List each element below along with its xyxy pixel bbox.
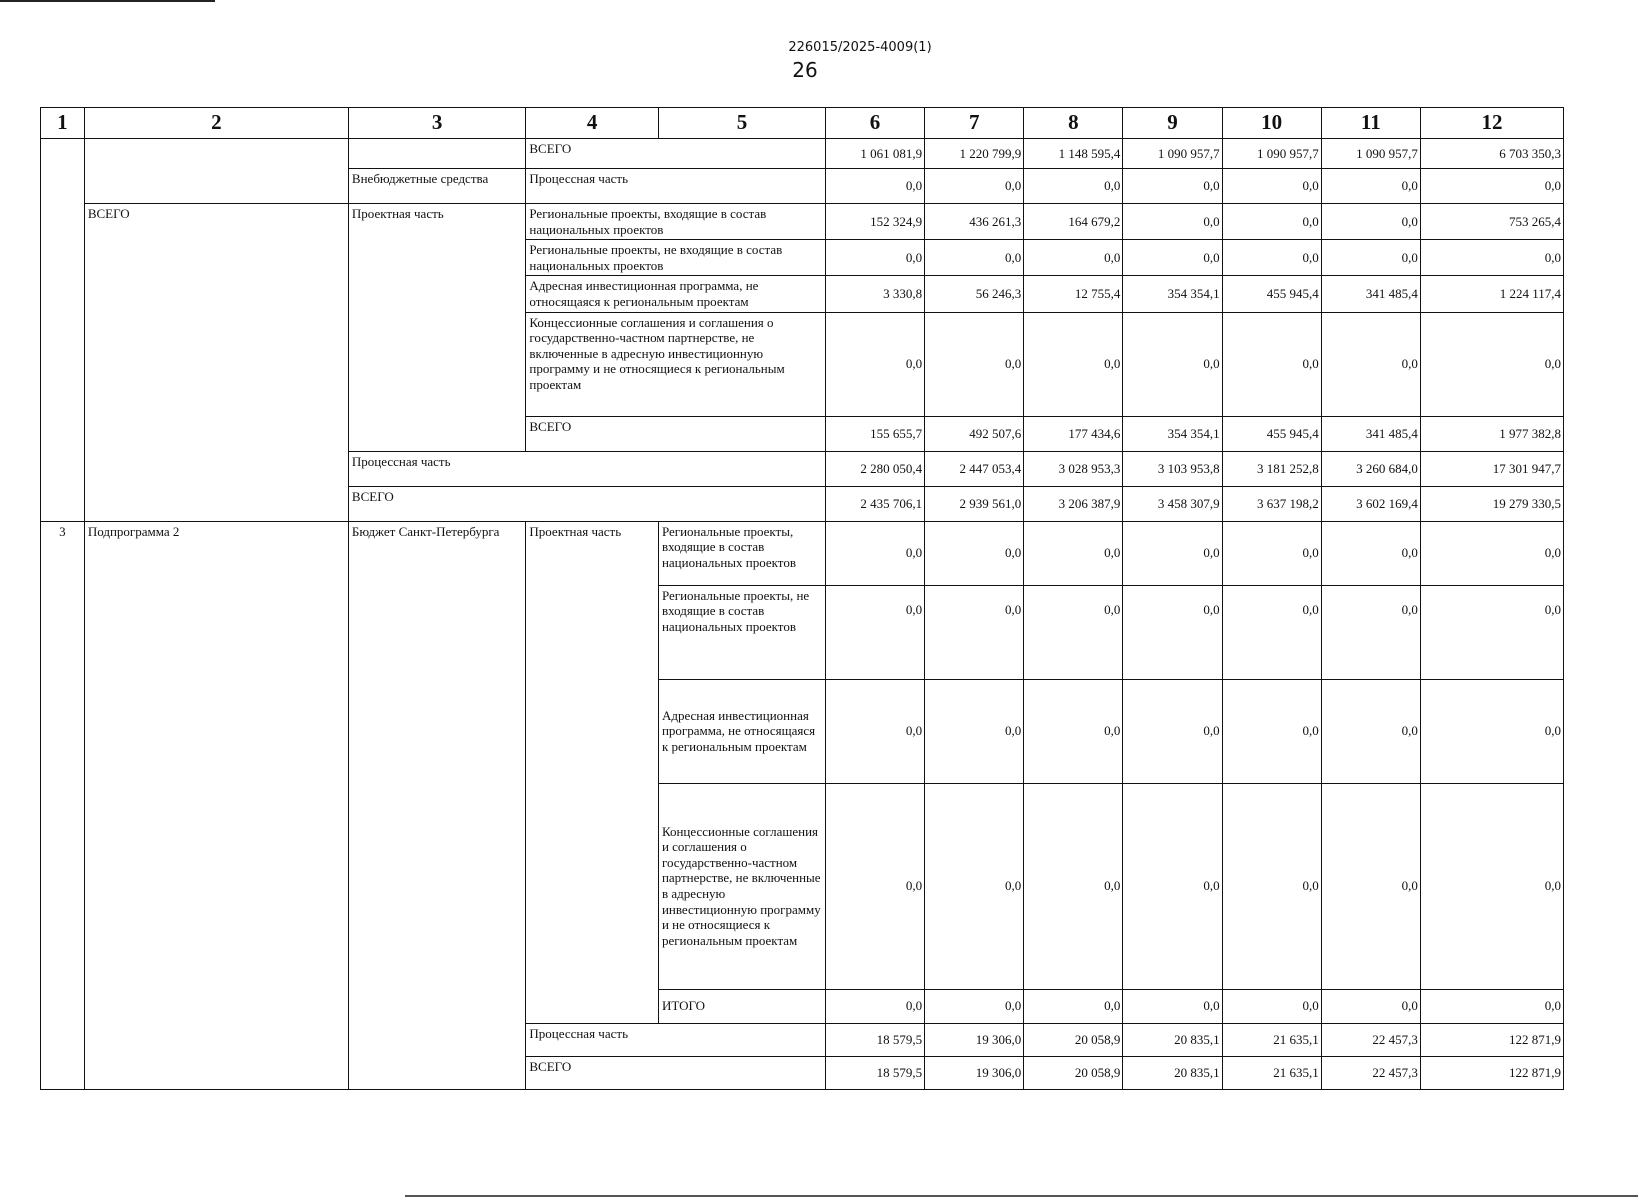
column-header: 6 [825,108,924,139]
value-cell: 0,0 [1123,585,1222,679]
top-rule [0,0,215,2]
value-cell: 1 090 957,7 [1123,139,1222,169]
value-cell: 0,0 [825,989,924,1023]
bottom-rule [405,1195,1638,1197]
value-cell: 0,0 [1321,204,1420,240]
row-label: ВСЕГО [526,1056,826,1089]
value-cell: 18 579,5 [825,1056,924,1089]
value-cell: 20 835,1 [1123,1023,1222,1056]
value-cell: 3 637 198,2 [1222,486,1321,521]
row-label: Концессионные соглашения и соглашения о государственно-частном партнерстве, не включенные в адресную инвестиционную программу и не относящиеся к региональным проектам [526,312,826,416]
budget-table [40,107,1564,1090]
part-label: Проектная часть [348,204,525,452]
value-cell: 3 103 953,8 [1123,451,1222,486]
value-cell: 1 061 081,9 [825,139,924,169]
value-cell: 0,0 [1222,989,1321,1023]
row-label: ВСЕГО [526,416,826,451]
value-cell: 0,0 [1123,521,1222,585]
value-cell: 492 507,6 [925,416,1024,451]
value-cell: 0,0 [1420,989,1563,1023]
value-cell: 0,0 [1024,679,1123,783]
column-header: 4 [526,108,659,139]
subprogram-name: Подпрограмма 2 [84,521,348,1089]
column-header: 2 [84,108,348,139]
row-label: ВСЕГО [348,486,825,521]
row-label: Процессная часть [348,451,825,486]
row-label: Региональные проекты, не входящие в состав национальных проектов [526,240,826,276]
value-cell: 0,0 [925,169,1024,204]
value-cell: 0,0 [1222,240,1321,276]
value-cell: 155 655,7 [825,416,924,451]
value-cell: 122 871,9 [1420,1056,1563,1089]
value-cell: 2 939 561,0 [925,486,1024,521]
value-cell: 56 246,3 [925,276,1024,312]
value-cell: 0,0 [1024,312,1123,416]
value-cell: 0,0 [1420,585,1563,679]
value-cell: 1 090 957,7 [1321,139,1420,169]
value-cell: 0,0 [1123,679,1222,783]
cell-col1 [41,139,85,522]
value-cell: 22 457,3 [1321,1023,1420,1056]
value-cell: 12 755,4 [1024,276,1123,312]
value-cell: 0,0 [825,783,924,989]
row-label: Региональные проекты, входящие в состав национальных проектов [526,204,826,240]
table-header-row [41,108,1564,139]
value-cell: 0,0 [1123,783,1222,989]
value-cell: 0,0 [1222,169,1321,204]
table-row [41,139,1564,169]
row-label: Региональные проекты, входящие в состав национальных проектов [658,521,825,585]
value-cell: 0,0 [825,312,924,416]
value-cell: 354 354,1 [1123,276,1222,312]
value-cell: 455 945,4 [1222,276,1321,312]
value-cell: 2 447 053,4 [925,451,1024,486]
table-row [41,521,1564,585]
row-label: ВСЕГО [526,139,826,169]
column-header: 8 [1024,108,1123,139]
value-cell: 1 977 382,8 [1420,416,1563,451]
value-cell: 0,0 [1321,783,1420,989]
value-cell: 0,0 [1222,312,1321,416]
column-header: 7 [925,108,1024,139]
value-cell: 0,0 [1321,585,1420,679]
row-label: ИТОГО [658,989,825,1023]
value-cell: 0,0 [1420,521,1563,585]
value-cell: 20 058,9 [1024,1056,1123,1089]
value-cell: 0,0 [1123,240,1222,276]
column-header: 12 [1420,108,1563,139]
value-cell: 0,0 [825,585,924,679]
value-cell: 1 220 799,9 [925,139,1024,169]
value-cell: 0,0 [1024,989,1123,1023]
value-cell: 21 635,1 [1222,1056,1321,1089]
column-header: 3 [348,108,525,139]
value-cell: 0,0 [825,240,924,276]
value-cell: 152 324,9 [825,204,924,240]
value-cell: 0,0 [1420,312,1563,416]
value-cell: 2 280 050,4 [825,451,924,486]
row-label: Региональные проекты, не входящие в состав национальных проектов [658,585,825,679]
value-cell: 18 579,5 [825,1023,924,1056]
value-cell: 0,0 [925,585,1024,679]
value-cell: 341 485,4 [1321,276,1420,312]
value-cell: 0,0 [1321,169,1420,204]
row-number: 3 [41,521,85,1089]
part-label: Проектная часть [526,521,659,1023]
value-cell: 22 457,3 [1321,1056,1420,1089]
column-header: 10 [1222,108,1321,139]
value-cell: 19 306,0 [925,1056,1024,1089]
value-cell: 0,0 [1024,240,1123,276]
funding-source: Внебюджетные средства [348,169,525,204]
cell-col2 [84,139,348,204]
value-cell: 0,0 [1024,585,1123,679]
value-cell: 0,0 [1024,521,1123,585]
column-header: 5 [658,108,825,139]
value-cell: 0,0 [1024,783,1123,989]
value-cell: 0,0 [1420,240,1563,276]
column-header: 11 [1321,108,1420,139]
value-cell: 0,0 [825,169,924,204]
value-cell: 0,0 [1420,783,1563,989]
document-number: 226015/2025-4009(1) [788,40,932,55]
value-cell: 164 679,2 [1024,204,1123,240]
value-cell: 455 945,4 [1222,416,1321,451]
value-cell: 0,0 [1321,240,1420,276]
value-cell: 3 206 387,9 [1024,486,1123,521]
value-cell: 6 703 350,3 [1420,139,1563,169]
value-cell: 0,0 [925,312,1024,416]
value-cell: 3 260 684,0 [1321,451,1420,486]
value-cell: 0,0 [1222,783,1321,989]
value-cell: 1 224 117,4 [1420,276,1563,312]
value-cell: 341 485,4 [1321,416,1420,451]
column-header: 9 [1123,108,1222,139]
row-label: Процессная часть [526,1023,826,1056]
row-label: Адресная инвестиционная программа, не относящаяся к региональным проектам [526,276,826,312]
value-cell: 436 261,3 [925,204,1024,240]
value-cell: 0,0 [1321,312,1420,416]
value-cell: 177 434,6 [1024,416,1123,451]
column-header: 1 [41,108,85,139]
value-cell: 2 435 706,1 [825,486,924,521]
value-cell: 0,0 [825,679,924,783]
value-cell: 1 148 595,4 [1024,139,1123,169]
value-cell: 0,0 [1420,679,1563,783]
cell-col3 [348,139,525,169]
value-cell: 3 602 169,4 [1321,486,1420,521]
value-cell: 0,0 [1123,204,1222,240]
page-number: 26 [792,58,818,82]
value-cell: 122 871,9 [1420,1023,1563,1056]
value-cell: 0,0 [925,521,1024,585]
value-cell: 0,0 [1222,679,1321,783]
row-label: Концессионные соглашения и соглашения о государственно-частном партнерстве, не включенные в адресную инвестиционную программу и не относящиеся к региональным проектам [658,783,825,989]
value-cell: 0,0 [1123,989,1222,1023]
value-cell: 3 330,8 [825,276,924,312]
value-cell: 0,0 [925,989,1024,1023]
row-label: Адресная инвестиционная программа, не относящаяся к региональным проектам [658,679,825,783]
value-cell: 21 635,1 [1222,1023,1321,1056]
value-cell: 0,0 [925,240,1024,276]
value-cell: 0,0 [1321,989,1420,1023]
value-cell: 0,0 [1024,169,1123,204]
value-cell: 3 181 252,8 [1222,451,1321,486]
value-cell: 0,0 [925,679,1024,783]
value-cell: 1 090 957,7 [1222,139,1321,169]
value-cell: 753 265,4 [1420,204,1563,240]
value-cell: 0,0 [1420,169,1563,204]
value-cell: 3 458 307,9 [1123,486,1222,521]
value-cell: 0,0 [1222,521,1321,585]
value-cell: 354 354,1 [1123,416,1222,451]
value-cell: 0,0 [1321,521,1420,585]
value-cell: 0,0 [925,783,1024,989]
value-cell: 3 028 953,3 [1024,451,1123,486]
value-cell: 0,0 [1123,312,1222,416]
funding-source: Бюджет Санкт-Петербурга [348,521,525,1089]
value-cell: 0,0 [1321,679,1420,783]
value-cell: 0,0 [1123,169,1222,204]
table-row [41,204,1564,240]
value-cell: 20 835,1 [1123,1056,1222,1089]
value-cell: 17 301 947,7 [1420,451,1563,486]
value-cell: 20 058,9 [1024,1023,1123,1056]
value-cell: 19 279 330,5 [1420,486,1563,521]
value-cell: 0,0 [1222,585,1321,679]
value-cell: 19 306,0 [925,1023,1024,1056]
program-name: ВСЕГО [84,204,348,522]
value-cell: 0,0 [825,521,924,585]
value-cell: 0,0 [1222,204,1321,240]
row-label: Процессная часть [526,169,826,204]
